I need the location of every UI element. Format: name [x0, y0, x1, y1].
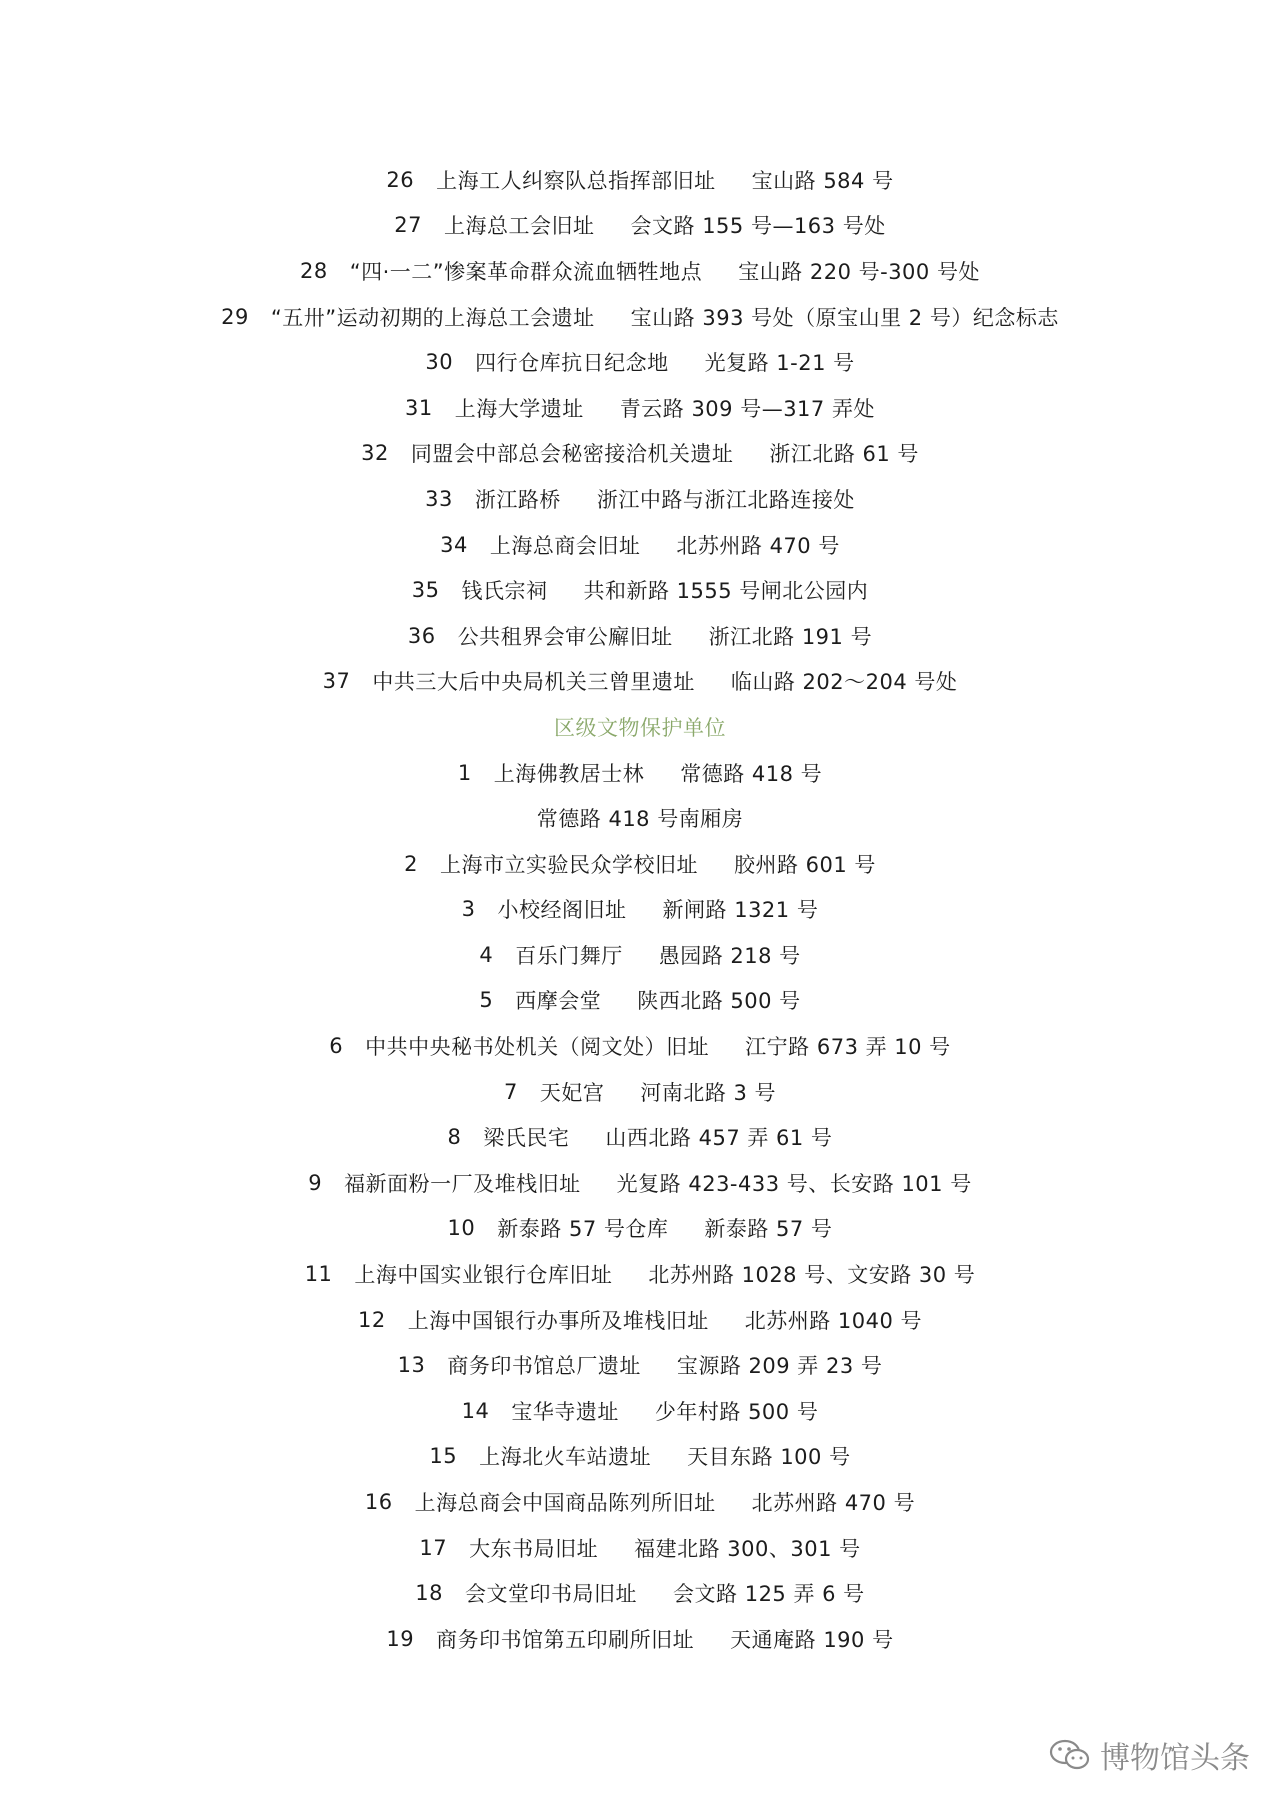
site-num: 4 — [479, 942, 494, 967]
site-name: 宝华寺遗址 — [511, 1399, 619, 1424]
site-num: 37 — [322, 669, 351, 694]
site-num: 11 — [304, 1262, 333, 1287]
site-addr: 北苏州路 1040 号 — [744, 1308, 923, 1333]
section-heading: 区级文物保护单位 — [554, 715, 726, 740]
list-item — [0, 795, 1280, 841]
site-addr: 常德路 418 号南厢房 — [536, 807, 744, 832]
list-item — [0, 1297, 1280, 1343]
site-addr: 浙江北路 191 号 — [708, 624, 873, 649]
list-item — [0, 339, 1280, 385]
site-num: 28 — [300, 258, 328, 283]
site-addr: 宝源路 209 弄 23 号 — [676, 1354, 883, 1379]
watermark-text: 博物馆头条 — [1100, 1741, 1250, 1776]
wechat-icon — [1048, 1738, 1092, 1772]
list-item — [0, 431, 1280, 477]
site-addr: 光复路 423-433 号、长安路 101 号 — [616, 1171, 972, 1196]
site-num: 35 — [411, 578, 440, 603]
site-name: 中共中央秘书处机关（阅文处）旧址 — [365, 1035, 710, 1060]
list-item — [0, 1206, 1280, 1252]
list-item — [0, 1434, 1280, 1480]
site-addr: 天目东路 100 号 — [687, 1445, 851, 1470]
list-item — [0, 1525, 1280, 1571]
site-addr: 浙江北路 61 号 — [769, 442, 919, 467]
site-addr: 少年村路 500 号 — [654, 1399, 819, 1424]
site-num: 27 — [394, 213, 423, 238]
site-name: 同盟会中部总会秘密接洽机关遗址 — [410, 442, 734, 467]
list-item — [0, 1023, 1280, 1069]
list-item — [0, 1251, 1280, 1297]
site-addr: 愚园路 218 号 — [658, 943, 801, 968]
site-name: 大东书局旧址 — [469, 1536, 599, 1561]
site-num: 3 — [461, 897, 476, 922]
site-num: 12 — [357, 1307, 386, 1332]
site-name: 天妃宫 — [539, 1080, 605, 1105]
site-name: 小校经阁旧址 — [497, 898, 627, 923]
site-name: 上海总商会旧址 — [489, 533, 641, 558]
site-name: 上海中国实业银行仓库旧址 — [354, 1263, 613, 1288]
site-addr: 宝山路 584 号 — [751, 168, 894, 193]
site-addr: 北苏州路 1028 号、文安路 30 号 — [648, 1263, 976, 1288]
site-num: 7 — [503, 1079, 518, 1104]
site-addr: 陕西北路 500 号 — [637, 989, 801, 1014]
list-item — [0, 1616, 1280, 1662]
site-name: 上海工人纠察队总指挥部旧址 — [436, 168, 716, 193]
heritage-site-list — [0, 157, 1280, 1662]
list-item — [0, 1388, 1280, 1434]
site-addr: 会文路 155 号—163 号处 — [630, 214, 886, 239]
site-name: 上海大学遗址 — [454, 396, 584, 421]
site-num: 18 — [415, 1581, 444, 1606]
list-item — [0, 659, 1280, 705]
site-num: 17 — [419, 1535, 448, 1560]
list-item — [0, 157, 1280, 203]
list-item — [0, 841, 1280, 887]
site-addr: 会文路 125 弄 6 号 — [673, 1582, 865, 1607]
site-num: 6 — [329, 1034, 344, 1059]
site-addr: 河南北路 3 号 — [640, 1080, 777, 1105]
site-num: 8 — [447, 1125, 462, 1150]
site-addr: 福建北路 300、301 号 — [634, 1536, 861, 1561]
list-item — [0, 476, 1280, 522]
site-addr: 光复路 1-21 号 — [704, 351, 855, 376]
site-name: 百乐门舞厅 — [515, 943, 623, 968]
site-addr: 宝山路 220 号-300 号处 — [738, 259, 980, 284]
site-name: 福新面粉一厂及堆栈旧址 — [344, 1171, 581, 1196]
list-item — [0, 567, 1280, 613]
site-num: 5 — [479, 988, 494, 1013]
site-name: 会文堂印书局旧址 — [465, 1582, 638, 1607]
site-name: “五卅”运动初期的上海总工会遗址 — [270, 305, 595, 330]
site-name: “四·一二”惨案革命群众流血牺牲地点 — [349, 259, 703, 284]
site-name: 上海佛教居士林 — [493, 761, 645, 786]
site-name: 四行仓库抗日纪念地 — [475, 351, 669, 376]
site-name: 梁氏民宅 — [483, 1126, 570, 1151]
site-addr: 宝山路 393 号处（原宝山里 2 号）纪念标志 — [630, 305, 1059, 330]
site-num: 33 — [425, 486, 453, 511]
site-name: 上海总商会中国商品陈列所旧址 — [414, 1491, 716, 1516]
list-item — [0, 932, 1280, 978]
site-addr: 天通庵路 190 号 — [730, 1627, 894, 1652]
site-name: 西摩会堂 — [515, 989, 602, 1014]
list-item — [0, 613, 1280, 659]
site-num: 14 — [461, 1398, 490, 1423]
site-addr: 山西北路 457 弄 61 号 — [605, 1126, 833, 1151]
site-name: 公共租界会审公廨旧址 — [457, 624, 673, 649]
site-name: 浙江路桥 — [474, 487, 561, 512]
site-addr: 临山路 202～204 号处 — [730, 670, 958, 695]
list-item — [0, 1160, 1280, 1206]
list-item — [0, 887, 1280, 933]
list-item — [0, 203, 1280, 249]
list-item — [0, 522, 1280, 568]
site-name: 上海总工会旧址 — [444, 214, 595, 239]
site-name: 上海北火车站遗址 — [479, 1445, 652, 1470]
list-item — [0, 1069, 1280, 1115]
site-name: 新泰路 57 号仓库 — [497, 1217, 669, 1242]
site-num: 19 — [386, 1626, 415, 1651]
site-num: 36 — [407, 623, 436, 648]
site-addr: 青云路 309 号—317 弄处 — [619, 396, 875, 421]
site-num: 32 — [361, 441, 389, 466]
site-addr: 新闸路 1321 号 — [662, 898, 819, 923]
site-num: 34 — [440, 532, 468, 557]
site-name: 上海中国银行办事所及堆栈旧址 — [407, 1308, 709, 1333]
list-item — [0, 978, 1280, 1024]
site-num: 26 — [386, 167, 415, 192]
site-addr: 常德路 418 号 — [680, 761, 823, 786]
site-num: 16 — [364, 1490, 393, 1515]
site-addr: 浙江中路与浙江北路连接处 — [596, 487, 855, 512]
list-item — [0, 248, 1280, 294]
site-addr: 北苏州路 470 号 — [751, 1491, 916, 1516]
site-num: 30 — [425, 350, 454, 375]
site-addr: 新泰路 57 号 — [704, 1217, 833, 1242]
list-item — [0, 1114, 1280, 1160]
site-addr: 北苏州路 470 号 — [676, 533, 840, 558]
list-item — [0, 1342, 1280, 1388]
site-num: 29 — [221, 304, 249, 329]
site-name: 上海市立实验民众学校旧址 — [439, 852, 698, 877]
site-num: 2 — [404, 851, 418, 876]
site-num: 10 — [447, 1216, 476, 1241]
site-addr: 共和新路 1555 号闸北公园内 — [583, 579, 869, 604]
site-num: 15 — [429, 1444, 458, 1469]
watermark — [1048, 1733, 1250, 1777]
list-item — [0, 1479, 1280, 1525]
site-addr: 胶州路 601 号 — [733, 852, 876, 877]
list-item — [0, 294, 1280, 340]
site-num: 31 — [405, 395, 433, 420]
site-name: 商务印书馆总厂遗址 — [447, 1354, 641, 1379]
site-name: 钱氏宗祠 — [461, 579, 548, 604]
site-name: 商务印书馆第五印刷所旧址 — [436, 1627, 695, 1652]
site-addr: 江宁路 673 弄 10 号 — [745, 1035, 951, 1060]
site-name: 中共三大后中央局机关三曾里遗址 — [372, 670, 695, 695]
list-item — [0, 385, 1280, 431]
list-item — [0, 750, 1280, 796]
site-num: 13 — [397, 1353, 426, 1378]
list-item — [0, 1570, 1280, 1616]
site-num: 1 — [457, 760, 472, 785]
site-num: 9 — [308, 1170, 323, 1195]
